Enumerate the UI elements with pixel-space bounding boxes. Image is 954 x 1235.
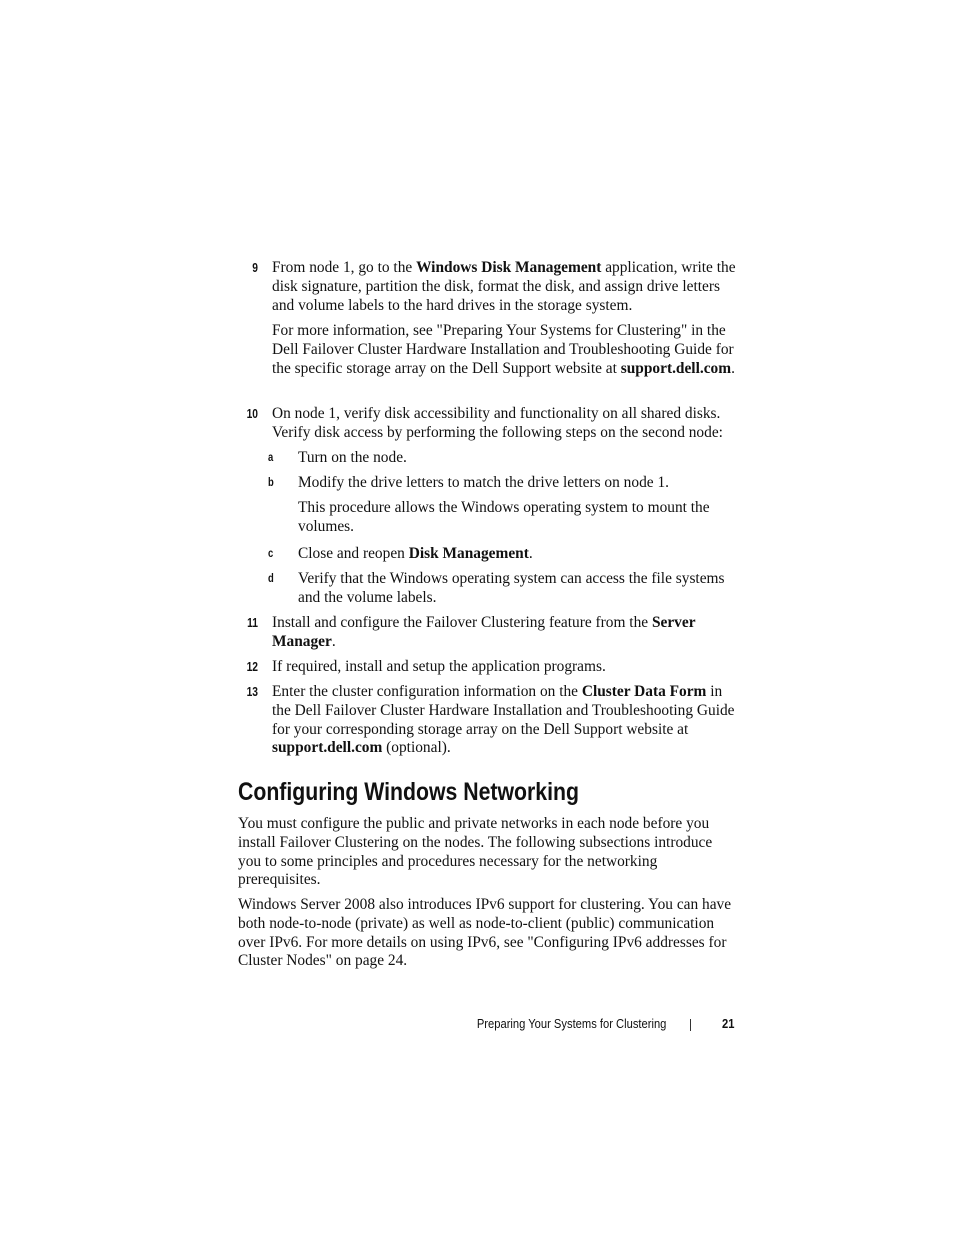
step-number: 9 — [252, 261, 258, 275]
bold-term: support.dell.com — [272, 739, 383, 757]
step-number: 13 — [246, 685, 258, 699]
step-note-text: For more information, see "Preparing Your Systems for Clustering" in the Dell Failover Cluster Hardware Installation and Troubleshooting Guide for the specific storage array on the Dell Support website at support.dell.com. — [272, 322, 735, 377]
section-paragraph-1: You must configure the public and private networks in each node before you install Failover Clustering on the nodes. The following subsections introduce you to some principles and procedures necessary for the networking prerequisites. — [238, 815, 713, 889]
bold-term: Windows Disk Management — [416, 259, 602, 276]
bold-term: support.dell.com — [620, 359, 732, 377]
bold-term: Server Manager — [272, 614, 696, 650]
footer-separator — [690, 1019, 691, 1031]
step-number: 11 — [247, 616, 258, 630]
substep-note-text: This procedure allows the Windows operating system to mount the volumes. — [298, 499, 710, 535]
bold-term: Cluster Data Form — [581, 683, 707, 700]
step-text: Enter the cluster configuration information on the Cluster Data Form in the Dell Failover Cluster Hardware Installation and Troubleshooting Guide for your corresponding storage array on the Dell Support website at support.dell.com (optional). — [272, 683, 735, 757]
substep-label: b — [268, 477, 274, 489]
substep-label: d — [268, 573, 274, 585]
step-number: 12 — [246, 660, 258, 674]
page-footer — [0, 1014, 954, 1034]
section-paragraph-2: Windows Server 2008 also introduces IPv6 support for clustering. You can have both node-to-node (private) as well as node-to-client (public) communication over IPv6. For more details on using IPv6, see "Configuring IPv6 addresses for Cluster Nodes" on page 24. — [238, 896, 732, 970]
bold-term: Disk Management — [408, 545, 529, 562]
step-text: If required, install and setup the application programs. — [272, 658, 606, 675]
page-number: 21 — [721, 1016, 734, 1031]
substep-label: a — [268, 452, 274, 464]
substep-text: Close and reopen Disk Management. — [298, 545, 533, 562]
section-heading: Configuring Windows Networking — [238, 778, 579, 806]
footer-chapter-title: Preparing Your Systems for Clustering — [476, 1016, 666, 1031]
step-text: On node 1, verify disk accessibility and functionality on all shared disks. Verify disk access by performing the following steps on the second node: — [272, 405, 723, 441]
step-text: Install and configure the Failover Clustering feature from the Server Manager. — [272, 614, 696, 650]
substep-label: c — [268, 548, 274, 560]
substep-text: Verify that the Windows operating system can access the file systems and the volume labels. — [298, 570, 725, 606]
step-number: 10 — [246, 407, 258, 421]
step-text: From node 1, go to the Windows Disk Management application, write the disk signature, partition the disk, format the disk, and assign drive letters and volume labels to the hard drives in the storage system. — [272, 259, 736, 314]
substep-text: Turn on the node. — [298, 449, 407, 466]
substep-text: Modify the drive letters to match the drive letters on node 1. — [298, 474, 669, 491]
